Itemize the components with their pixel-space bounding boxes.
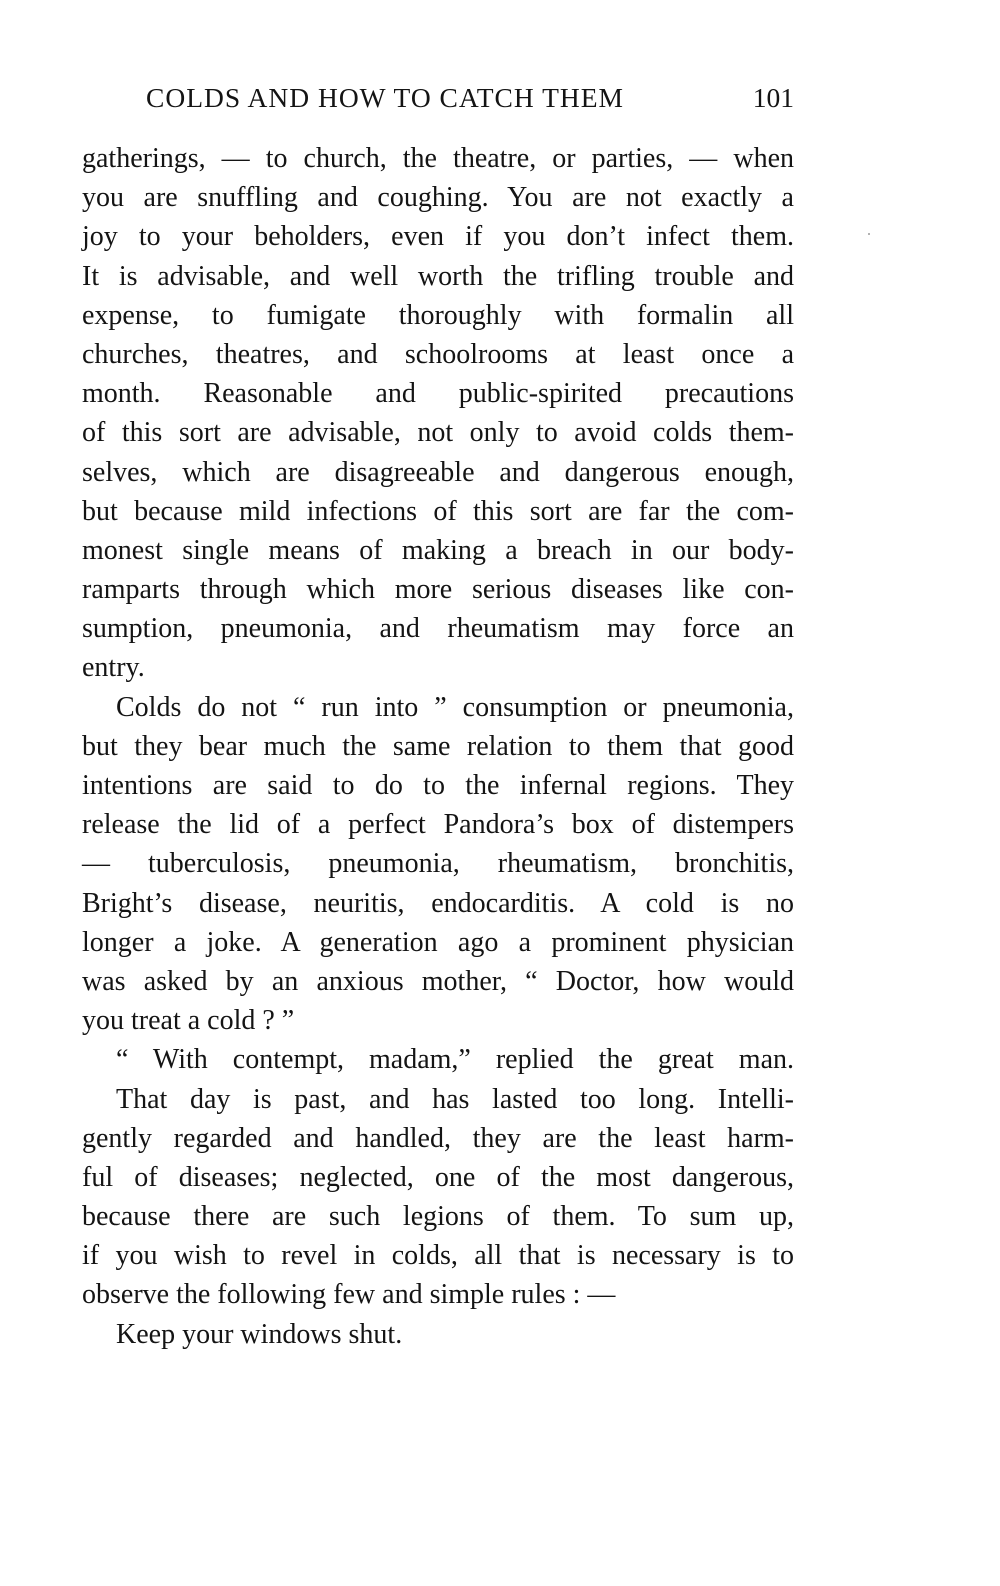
- text-line: That day is past, and has lasted too long. Intelli-: [116, 1083, 794, 1115]
- text-line: expense, to fumigate thoroughly with formalin all: [82, 299, 794, 331]
- text-line: ramparts through which more serious diseases like con-: [82, 574, 794, 606]
- text-line: observe the following few and simple rules : —: [82, 1279, 616, 1311]
- running-head: [146, 82, 794, 126]
- text-line: churches, theatres, and schoolrooms at least once a: [82, 338, 794, 370]
- text-line: — tuberculosis, pneumonia, rheumatism, bronchitis,: [82, 848, 794, 880]
- text-line: gatherings, — to church, the theatre, or parties, — when: [82, 143, 794, 174]
- text-line: release the lid of a perfect Pandora’s box of distempers: [82, 809, 794, 841]
- paragraph-continuation: [82, 139, 794, 688]
- text-line: It is advisable, and well worth the trifling trouble and: [82, 260, 794, 292]
- text-line: sumption, pneumonia, and rheumatism may force an: [82, 613, 794, 645]
- paragraph: [82, 688, 794, 1041]
- text-line: Keep your windows shut.: [116, 1318, 403, 1350]
- text-line: gently regarded and handled, they are the least harm-: [82, 1122, 794, 1154]
- text-line: Colds do not “ run into ” consumption or pneumonia,: [116, 691, 794, 723]
- text-line: because there are such legions of them. To sum up,: [82, 1201, 794, 1233]
- text-line: if you wish to revel in colds, all that is necessary is to: [82, 1240, 794, 1272]
- running-title: COLDS AND HOW TO CATCH THEM: [146, 82, 624, 113]
- text-line: you treat a cold ? ”: [82, 1005, 295, 1037]
- page-number: 101: [752, 82, 794, 113]
- text-line: entry.: [82, 652, 145, 684]
- margin-speck: [868, 233, 870, 235]
- text-line: was asked by an anxious mother, “ Doctor, how would: [82, 965, 794, 997]
- text-line: Bright’s disease, neuritis, endocarditis. A cold is no: [82, 887, 794, 919]
- text-line: joy to your beholders, even if you don’t infect them.: [82, 221, 794, 253]
- text-line: of this sort are advisable, not only to avoid colds them-: [82, 417, 794, 449]
- paragraph: [82, 1315, 794, 1354]
- text-line: ful of diseases; neglected, one of the most dangerous,: [82, 1161, 794, 1193]
- text-line: you are snuffling and coughing. You are not exactly a: [82, 182, 794, 214]
- text-line: “ With contempt, madam,” replied the great man.: [116, 1044, 794, 1076]
- paragraph: [82, 1080, 794, 1315]
- text-line: longer a joke. A generation ago a prominent physician: [82, 926, 794, 958]
- text-line: intentions are said to do to the infernal regions. They: [82, 770, 794, 801]
- text-line: monest single means of making a breach in our body-: [82, 534, 794, 566]
- paragraph: [82, 1040, 794, 1079]
- text-line: month. Reasonable and public-spirited precautions: [82, 378, 794, 410]
- text-line: but they bear much the same relation to them that good: [82, 730, 794, 762]
- text-line: selves, which are disagreeable and dangerous enough,: [82, 456, 794, 488]
- body-text: [82, 139, 794, 1354]
- text-line: but because mild infections of this sort are far the com-: [82, 495, 794, 527]
